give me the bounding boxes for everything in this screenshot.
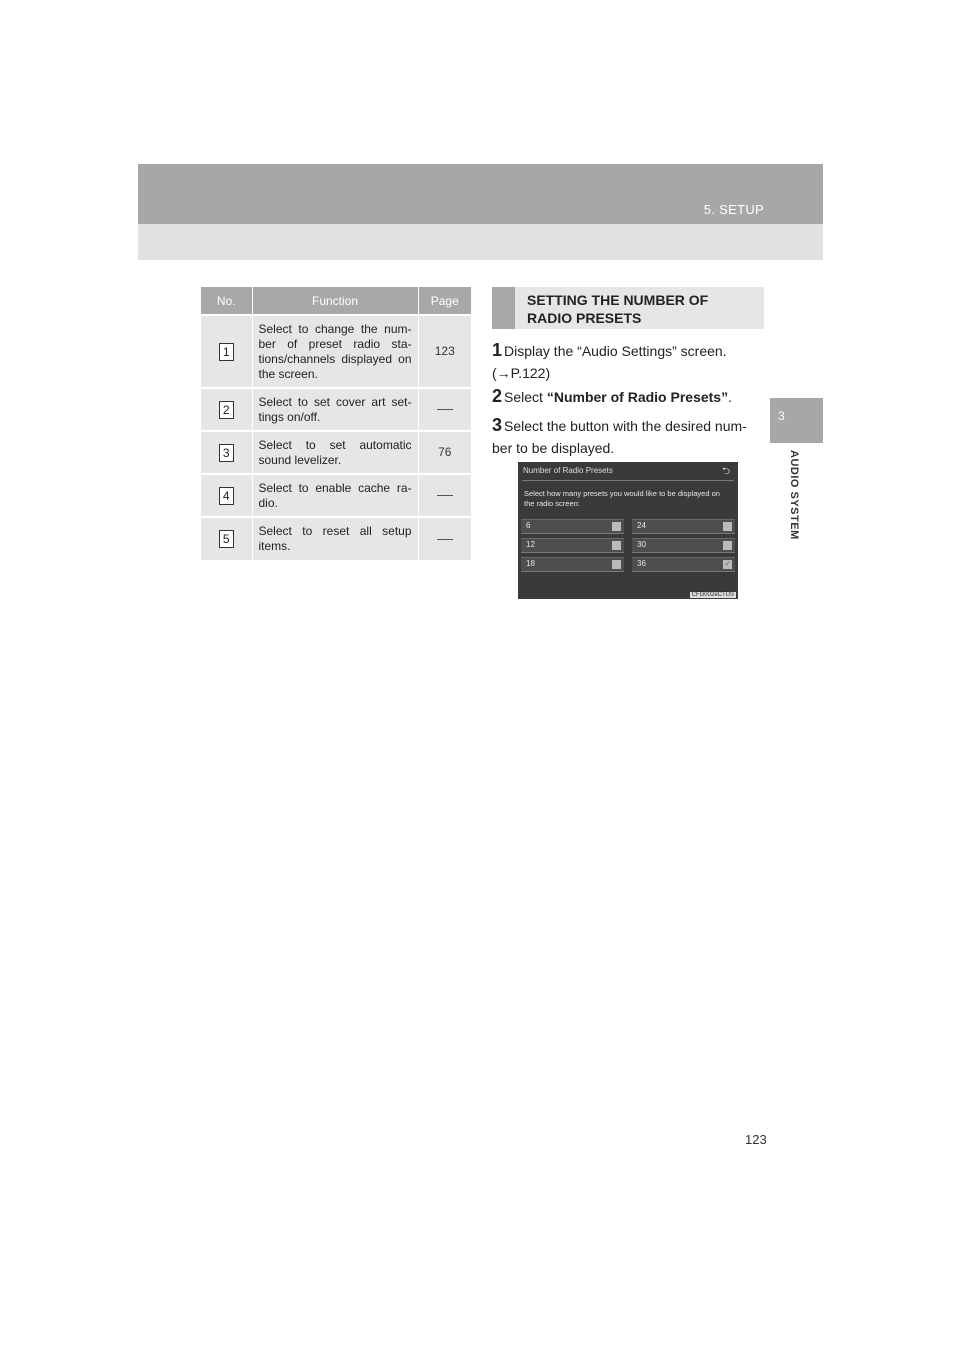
function-cell: Select to enable cache ra-dio. (252, 474, 418, 517)
preset-label: 18 (526, 559, 535, 568)
header-subband (138, 224, 823, 260)
section-label: 5. SETUP (703, 202, 764, 217)
function-cell: Select to reset all setup items. (252, 517, 418, 560)
preset-label: 30 (637, 540, 646, 549)
step-number: 1 (492, 340, 503, 360)
preset-label: 12 (526, 540, 535, 549)
step-text-prefix: Select (504, 389, 547, 405)
section-heading-bar (492, 287, 515, 329)
row-number-box: 3 (219, 444, 234, 462)
page-cell: 76 (418, 431, 471, 474)
page-cell (418, 474, 471, 517)
row-number-box: 2 (219, 401, 234, 419)
checkbox-icon (612, 560, 621, 569)
screen-illustration (518, 462, 738, 599)
table-row (201, 431, 471, 474)
table-header-row (201, 287, 471, 315)
chapter-number: 3 (778, 409, 785, 423)
chapter-label: AUDIO SYSTEM (788, 450, 800, 540)
table-row (201, 388, 471, 431)
preset-button-18[interactable] (521, 557, 624, 572)
function-table (201, 287, 471, 560)
step-text: Select the button with the desired num-ber to be displayed. (492, 418, 747, 456)
checkbox-icon (612, 541, 621, 550)
checkbox-icon (612, 522, 621, 531)
dash-mark (437, 495, 453, 496)
function-cell: Select to change the num-ber of preset radio sta-tions/channels displayed on the screen. (252, 315, 418, 388)
section-heading (492, 287, 764, 329)
divider (522, 480, 734, 481)
preset-label: 6 (526, 521, 531, 530)
step-1 (492, 339, 764, 384)
step-3 (492, 414, 764, 459)
column-header-function: Function (252, 287, 418, 315)
step-number: 3 (492, 415, 503, 435)
checkbox-icon (723, 541, 732, 550)
preset-label: 24 (637, 521, 646, 530)
preset-button-6[interactable] (521, 519, 624, 534)
row-number-box: 1 (219, 343, 234, 361)
row-number-box: 4 (219, 487, 234, 505)
screen-prompt: Select how many presets you would like to be displayed on the radio screen: (524, 489, 720, 508)
page-cell (418, 517, 471, 560)
preset-label: 36 (637, 559, 646, 568)
section-title: SETTING THE NUMBER OF RADIO PRESETS (527, 292, 709, 326)
table-row (201, 517, 471, 560)
page-cell: 123 (418, 315, 471, 388)
function-cell: Select to set automatic sound levelizer. (252, 431, 418, 474)
table-row (201, 474, 471, 517)
row-number-box: 5 (219, 530, 234, 548)
preset-button-12[interactable] (521, 538, 624, 553)
step-text: Display the “Audio Settings” screen. (→P.122) (492, 343, 727, 381)
step-text-suffix: . (728, 389, 732, 405)
step-2 (492, 385, 764, 408)
page-cell (418, 388, 471, 431)
checkmark-icon: ✓ (724, 561, 731, 568)
page-number: 123 (745, 1132, 767, 1147)
dash-mark (437, 539, 453, 540)
back-arrow-icon[interactable]: ⮌ (721, 466, 730, 477)
preset-button-30[interactable] (632, 538, 735, 553)
preset-button-36[interactable] (632, 557, 735, 572)
preset-button-24[interactable] (632, 519, 735, 534)
step-text-bold: “Number of Radio Presets” (546, 389, 729, 405)
column-header-no: No. (201, 287, 252, 315)
image-code: CFG002eCTUS (691, 592, 734, 598)
function-cell: Select to set cover art set-tings on/off. (252, 388, 418, 431)
column-header-page: Page (418, 287, 471, 315)
screen-title: Number of Radio Presets (523, 466, 613, 475)
step-number: 2 (492, 386, 503, 406)
table-row (201, 315, 471, 388)
dash-mark (437, 409, 453, 410)
checkbox-icon (723, 522, 732, 531)
